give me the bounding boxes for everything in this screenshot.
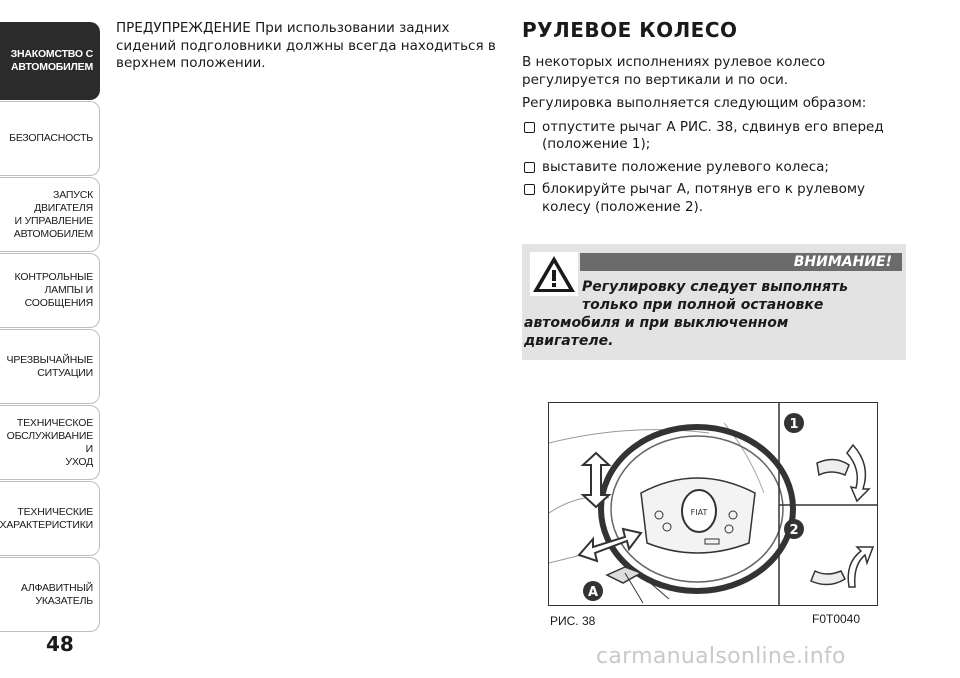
checkbox-bullet-icon <box>524 184 535 195</box>
list-item <box>522 159 912 177</box>
procedure-intro: Регулировка выполняется следующим образом: <box>522 95 867 111</box>
tab-index[interactable] <box>0 557 100 632</box>
steering-wheel-illustration <box>549 403 877 605</box>
tab-engine-start[interactable] <box>0 177 100 252</box>
tab-vehicle-intro[interactable] <box>0 22 100 100</box>
svg-text:FIAT: FIAT <box>690 508 708 517</box>
callout-1-label: 1 <box>789 417 799 432</box>
callout-2-label: 2 <box>789 523 799 538</box>
tab-specifications[interactable] <box>0 481 100 556</box>
step-text: выставите положение рулевого колеса; <box>542 158 829 175</box>
warning-line: только при полной остановке <box>582 297 824 313</box>
steps-list <box>522 119 912 217</box>
callout-a-label: A <box>587 585 599 600</box>
tab-label: ЗАПУСК ДВИГАТЕЛЯ И УПРАВЛЕНИЕ АВТОМОБИЛЕМ <box>13 188 93 240</box>
right-column <box>522 18 912 221</box>
warning-box <box>522 244 906 360</box>
tab-emergencies[interactable] <box>0 329 100 404</box>
tab-label: ЧРЕЗВЫЧАЙНЫЕ СИТУАЦИИ <box>6 353 93 379</box>
section-title: РУЛЕВОЕ КОЛЕСО <box>522 18 738 42</box>
tab-label: КОНТРОЛЬНЫЕ ЛАМПЫ И СООБЩЕНИЯ <box>14 271 93 309</box>
checkbox-bullet-icon <box>524 122 535 133</box>
tab-label: ТЕХНИЧЕСКОЕ ОБСЛУЖИВАНИЕ И УХОД <box>6 416 93 468</box>
intro-paragraph: В некоторых исполнениях рулевое колесо регулируется по вертикали и по оси. <box>522 54 826 88</box>
steering-wheel-figure <box>548 402 878 606</box>
watermark: carmanualsonline.info <box>596 644 846 669</box>
tab-warning-lights[interactable] <box>0 253 100 328</box>
list-item <box>522 181 912 216</box>
warning-line: Регулировку следует выполнять <box>582 279 848 295</box>
chapter-tabs <box>0 22 100 633</box>
step-text: блокируйте рычаг A, потянув его к рулевому колесу (положение 2). <box>542 181 866 215</box>
page-number: 48 <box>46 632 74 656</box>
left-column <box>116 20 496 73</box>
warning-header: ВНИМАНИЕ! <box>580 253 902 271</box>
headrest-warning-text: ПРЕДУПРЕЖДЕНИЕ При использовании задних сидений подголовники должны всегда находиться в верхнем положении. <box>116 20 496 71</box>
tab-label: ТЕХНИЧЕСКИЕ ХАРАКТЕРИСТИКИ <box>0 505 93 531</box>
tab-label: БЕЗОПАСНОСТЬ <box>9 132 93 144</box>
warning-line: автомобиля и при выключенном <box>524 315 789 331</box>
warning-line: двигателе. <box>524 333 614 349</box>
figure-code: F0T0040 <box>812 612 861 626</box>
checkbox-bullet-icon <box>524 162 535 173</box>
step-text: отпустите рычаг A РИС. 38, сдвинув его вперед (положение 1); <box>542 118 884 152</box>
tab-label: АЛФАВИТНЫЙ УКАЗАТЕЛЬ <box>20 581 93 607</box>
tab-label: ЗНАКОМСТВО С АВТОМОБИЛЕМ <box>10 48 93 73</box>
tab-safety[interactable] <box>0 101 100 176</box>
tab-maintenance[interactable] <box>0 405 100 480</box>
figure-caption: РИС. 38 <box>550 614 596 628</box>
list-item <box>522 119 912 154</box>
warning-text <box>522 278 902 350</box>
